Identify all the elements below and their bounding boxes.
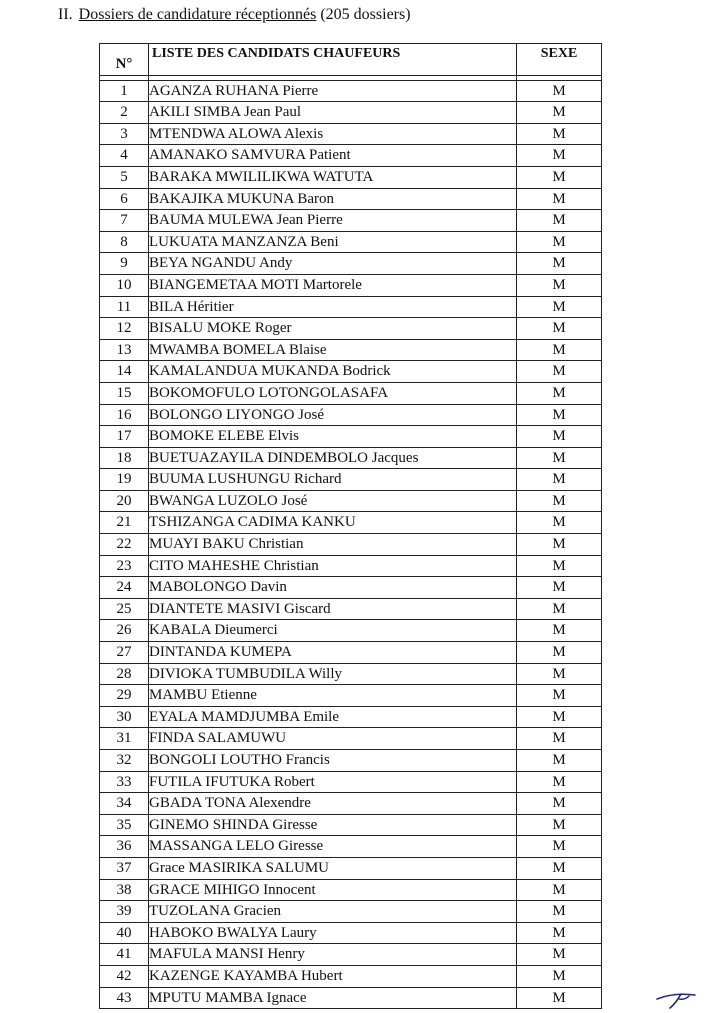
row-number: 6: [100, 188, 149, 210]
candidate-sex: M: [517, 447, 602, 469]
candidate-name: GRACE MIHIGO Innocent: [149, 879, 517, 901]
table-row: [100, 253, 602, 275]
table-row: [100, 814, 602, 836]
row-number: 40: [100, 922, 149, 944]
candidate-name: DIVIOKA TUMBUDILA Willy: [149, 663, 517, 685]
row-number: 30: [100, 706, 149, 728]
row-number: 20: [100, 490, 149, 512]
table-row: [100, 123, 602, 145]
candidate-name: BUETUAZAYILA DINDEMBOLO Jacques: [149, 447, 517, 469]
row-number: 1: [100, 80, 149, 102]
table-header-row: [100, 44, 602, 76]
row-number: 36: [100, 836, 149, 858]
candidate-name: TSHIZANGA CADIMA KANKU: [149, 512, 517, 534]
candidate-name: HABOKO BWALYA Laury: [149, 922, 517, 944]
table-row: [100, 922, 602, 944]
table-row: [100, 987, 602, 1009]
row-number: 5: [100, 166, 149, 188]
table-row: [100, 857, 602, 879]
candidate-sex: M: [517, 534, 602, 556]
candidate-sex: M: [517, 426, 602, 448]
row-number: 3: [100, 123, 149, 145]
table-row: [100, 793, 602, 815]
candidate-name: CITO MAHESHE Christian: [149, 555, 517, 577]
row-number: 26: [100, 620, 149, 642]
table-row: [100, 210, 602, 232]
table-row: [100, 879, 602, 901]
candidate-sex: M: [517, 706, 602, 728]
row-number: 13: [100, 339, 149, 361]
table-row: [100, 339, 602, 361]
candidate-sex: M: [517, 274, 602, 296]
candidates-table: [99, 43, 602, 1009]
candidate-name: DIANTETE MASIVI Giscard: [149, 598, 517, 620]
candidate-sex: M: [517, 750, 602, 772]
candidate-name: BIANGEMETAA MOTI Martorele: [149, 274, 517, 296]
candidate-name: BWANGA LUZOLO José: [149, 490, 517, 512]
row-number: 34: [100, 793, 149, 815]
table-row: [100, 663, 602, 685]
table-row: [100, 296, 602, 318]
header-candidate-list: LISTE DES CANDIDATS CHAUFEURS: [149, 44, 517, 76]
table-row: [100, 231, 602, 253]
row-number: 38: [100, 879, 149, 901]
row-number: 24: [100, 577, 149, 599]
candidate-sex: M: [517, 123, 602, 145]
candidate-name: MWAMBA BOMELA Blaise: [149, 339, 517, 361]
row-number: 11: [100, 296, 149, 318]
handwritten-initials-mark: [651, 989, 701, 1011]
candidate-name: MABOLONGO Davin: [149, 577, 517, 599]
candidate-sex: M: [517, 490, 602, 512]
candidate-name: TUZOLANA Gracien: [149, 901, 517, 923]
candidate-name: MAFULA MANSI Henry: [149, 944, 517, 966]
candidate-name: BAKAJIKA MUKUNA Baron: [149, 188, 517, 210]
row-number: 41: [100, 944, 149, 966]
table-row: [100, 447, 602, 469]
row-number: 7: [100, 210, 149, 232]
table-row: [100, 598, 602, 620]
candidate-name: MTENDWA ALOWA Alexis: [149, 123, 517, 145]
row-number: 10: [100, 274, 149, 296]
candidate-sex: M: [517, 965, 602, 987]
candidate-sex: M: [517, 577, 602, 599]
table-row: [100, 901, 602, 923]
candidate-name: KAZENGE KAYAMBA Hubert: [149, 965, 517, 987]
candidate-name: AGANZA RUHANA Pierre: [149, 80, 517, 102]
candidate-sex: M: [517, 771, 602, 793]
table-row: [100, 512, 602, 534]
row-number: 12: [100, 318, 149, 340]
table-row: [100, 145, 602, 167]
table-row: [100, 188, 602, 210]
candidate-name: FINDA SALAMUWU: [149, 728, 517, 750]
candidate-name: BOMOKE ELEBE Elvis: [149, 426, 517, 448]
row-number: 9: [100, 253, 149, 275]
candidate-sex: M: [517, 469, 602, 491]
candidate-sex: M: [517, 145, 602, 167]
candidate-sex: M: [517, 296, 602, 318]
header-number: N°: [100, 44, 149, 76]
candidate-name: MPUTU MAMBA Ignace: [149, 987, 517, 1009]
table-row: [100, 706, 602, 728]
candidate-sex: M: [517, 987, 602, 1009]
row-number: 22: [100, 534, 149, 556]
row-number: 28: [100, 663, 149, 685]
section-number: II.: [58, 6, 73, 23]
candidate-name: MASSANGA LELO Giresse: [149, 836, 517, 858]
candidate-name: BEYA NGANDU Andy: [149, 253, 517, 275]
table-row: [100, 382, 602, 404]
candidate-sex: M: [517, 318, 602, 340]
table-row: [100, 642, 602, 664]
row-number: 18: [100, 447, 149, 469]
row-number: 25: [100, 598, 149, 620]
candidate-sex: M: [517, 857, 602, 879]
table-row: [100, 944, 602, 966]
table-row: [100, 534, 602, 556]
candidate-name: BOKOMOFULO LOTONGOLASAFA: [149, 382, 517, 404]
section-count: (205 dossiers): [320, 6, 411, 23]
candidate-sex: M: [517, 879, 602, 901]
row-number: 29: [100, 685, 149, 707]
candidate-sex: M: [517, 339, 602, 361]
candidate-sex: M: [517, 80, 602, 102]
table-row: [100, 728, 602, 750]
table-row: [100, 404, 602, 426]
candidate-sex: M: [517, 512, 602, 534]
candidate-name: LUKUATA MANZANZA Beni: [149, 231, 517, 253]
row-number: 17: [100, 426, 149, 448]
section-heading: [58, 6, 411, 24]
candidate-name: BISALU MOKE Roger: [149, 318, 517, 340]
table-row: [100, 361, 602, 383]
row-number: 33: [100, 771, 149, 793]
header-sex: SEXE: [517, 44, 602, 76]
candidate-sex: M: [517, 922, 602, 944]
row-number: 27: [100, 642, 149, 664]
candidate-sex: M: [517, 555, 602, 577]
table-row: [100, 102, 602, 124]
candidate-name: MAMBU Etienne: [149, 685, 517, 707]
table-row: [100, 166, 602, 188]
row-number: 21: [100, 512, 149, 534]
candidate-sex: M: [517, 210, 602, 232]
candidate-name: FUTILA IFUTUKA Robert: [149, 771, 517, 793]
candidate-sex: M: [517, 685, 602, 707]
table-row: [100, 80, 602, 102]
row-number: 37: [100, 857, 149, 879]
candidate-sex: M: [517, 620, 602, 642]
table-row: [100, 577, 602, 599]
row-number: 32: [100, 750, 149, 772]
candidate-sex: M: [517, 166, 602, 188]
table-row: [100, 318, 602, 340]
candidate-sex: M: [517, 361, 602, 383]
candidate-sex: M: [517, 793, 602, 815]
candidate-sex: M: [517, 404, 602, 426]
candidate-sex: M: [517, 728, 602, 750]
candidate-name: BUUMA LUSHUNGU Richard: [149, 469, 517, 491]
candidate-name: BAUMA MULEWA Jean Pierre: [149, 210, 517, 232]
candidate-name: AMANAKO SAMVURA Patient: [149, 145, 517, 167]
row-number: 39: [100, 901, 149, 923]
table-row: [100, 965, 602, 987]
table-row: [100, 620, 602, 642]
table-row: [100, 274, 602, 296]
table-row: [100, 490, 602, 512]
row-number: 43: [100, 987, 149, 1009]
candidate-name: DINTANDA KUMEPA: [149, 642, 517, 664]
table-row: [100, 469, 602, 491]
table-row: [100, 685, 602, 707]
candidate-sex: M: [517, 901, 602, 923]
table-row: [100, 555, 602, 577]
candidate-sex: M: [517, 382, 602, 404]
candidate-name: KABALA Dieumerci: [149, 620, 517, 642]
row-number: 35: [100, 814, 149, 836]
row-number: 23: [100, 555, 149, 577]
candidate-sex: M: [517, 102, 602, 124]
table-row: [100, 836, 602, 858]
row-number: 19: [100, 469, 149, 491]
candidate-sex: M: [517, 663, 602, 685]
row-number: 15: [100, 382, 149, 404]
candidate-name: KAMALANDUA MUKANDA Bodrick: [149, 361, 517, 383]
row-number: 2: [100, 102, 149, 124]
candidate-sex: M: [517, 231, 602, 253]
candidate-sex: M: [517, 836, 602, 858]
row-number: 8: [100, 231, 149, 253]
candidate-name: GBADA TONA Alexendre: [149, 793, 517, 815]
candidate-name: BARAKA MWILILIKWA WATUTA: [149, 166, 517, 188]
candidate-sex: M: [517, 642, 602, 664]
candidate-name: EYALA MAMDJUMBA Emile: [149, 706, 517, 728]
row-number: 31: [100, 728, 149, 750]
table-row: [100, 771, 602, 793]
candidate-name: BONGOLI LOUTHO Francis: [149, 750, 517, 772]
table-row: [100, 426, 602, 448]
candidate-name: GINEMO SHINDA Giresse: [149, 814, 517, 836]
candidate-sex: M: [517, 598, 602, 620]
section-title: Dossiers de candidature réceptionnés: [78, 6, 317, 23]
candidate-name: Grace MASIRIKA SALUMU: [149, 857, 517, 879]
candidate-name: MUAYI BAKU Christian: [149, 534, 517, 556]
candidate-sex: M: [517, 944, 602, 966]
candidate-name: BILA Héritier: [149, 296, 517, 318]
candidate-name: BOLONGO LIYONGO José: [149, 404, 517, 426]
row-number: 42: [100, 965, 149, 987]
candidate-name: AKILI SIMBA Jean Paul: [149, 102, 517, 124]
row-number: 14: [100, 361, 149, 383]
row-number: 4: [100, 145, 149, 167]
candidate-sex: M: [517, 814, 602, 836]
candidate-sex: M: [517, 253, 602, 275]
table-row: [100, 750, 602, 772]
row-number: 16: [100, 404, 149, 426]
candidate-sex: M: [517, 188, 602, 210]
